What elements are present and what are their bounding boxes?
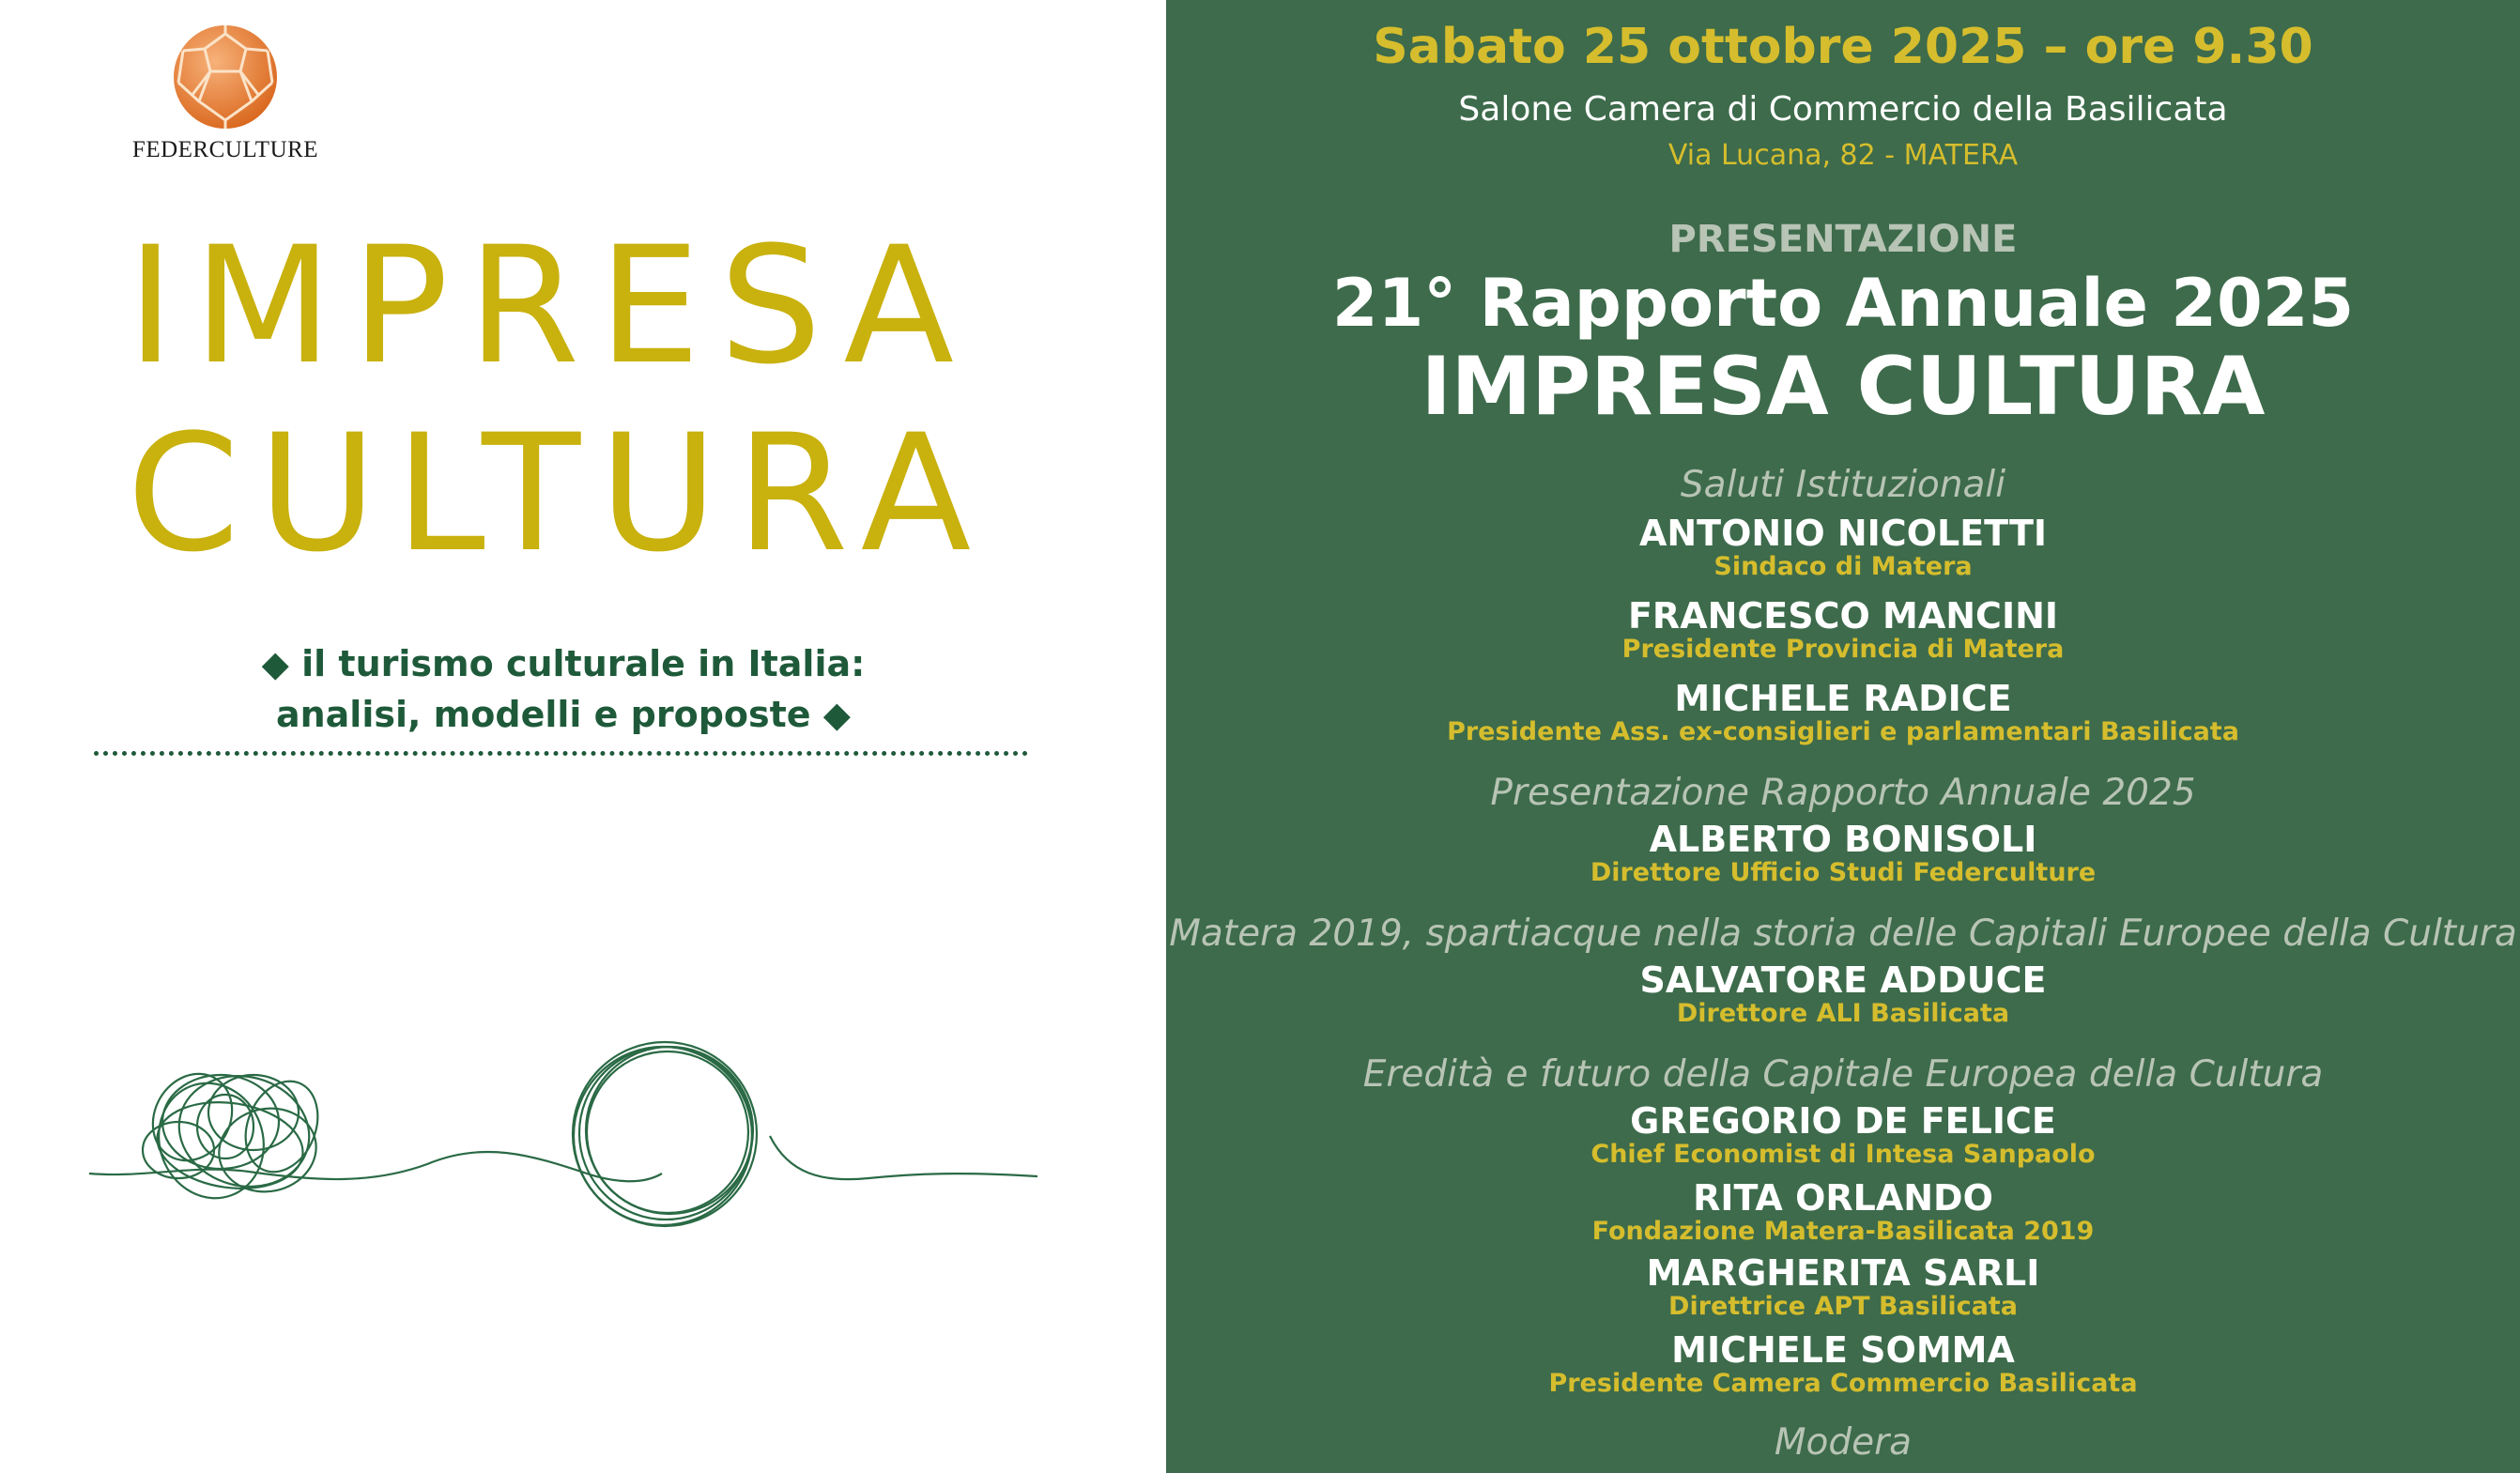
speaker-name: ANTONIO NICOLETTI xyxy=(1638,513,2048,554)
brand-name: FEDERCULTURE xyxy=(131,137,319,162)
event-address: Via Lucana, 82 - MATERA xyxy=(1667,139,2019,172)
speaker-name: FRANCESCO MANCINI xyxy=(1627,595,2059,637)
subtitle-line1: ◆ il turismo culturale in Italia: xyxy=(261,643,866,684)
subtitle-line2: analisi, modelli e proposte ◆ xyxy=(275,694,852,735)
presentation-kicker: PRESENTAZIONE xyxy=(1668,218,2018,261)
speaker-role: Direttore ALI Basilicata xyxy=(1676,999,2010,1028)
event-date: Sabato 25 ottobre 2025 – ore 9.30 xyxy=(1373,19,2313,75)
event-venue: Salone Camera di Commercio della Basilicata xyxy=(1458,90,2228,129)
cover-subtitle xyxy=(94,638,1033,740)
moderator-label: Modera xyxy=(1774,1421,1913,1464)
speaker-name: MICHELE RADICE xyxy=(1674,678,2012,719)
speaker-name: MARGHERITA SARLI xyxy=(1646,1252,2040,1294)
speaker-role: Presidente Provincia di Matera xyxy=(1621,635,2065,664)
speaker-name: MICHELE SOMMA xyxy=(1671,1329,2015,1371)
section-eredita-title: Eredità e futuro della Capitale Europea della Cultura xyxy=(1362,1053,2324,1096)
tangled-thread-illustration xyxy=(89,1023,1037,1239)
speaker-name: SALVATORE ADDUCE xyxy=(1639,959,2047,1001)
speaker-role: Chief Economist di Intesa Sanpaolo xyxy=(1590,1140,2096,1169)
speaker-role: Sindaco di Matera xyxy=(1713,552,1973,581)
federculture-logo xyxy=(131,23,319,163)
section-saluti-title: Saluti Istituzionali xyxy=(1680,464,2006,506)
speaker-role: Direttrice APT Basilicata xyxy=(1668,1292,2018,1321)
speaker-name: RITA ORLANDO xyxy=(1693,1177,1993,1219)
report-title: 21° Rapporto Annuale 2025 xyxy=(1331,265,2355,342)
section-matera-title: Matera 2019, spartiacque nella storia delle Capitali Europee della Cultura xyxy=(1169,913,2517,955)
geodesic-dome-icon xyxy=(171,23,280,131)
program-panel xyxy=(1166,0,2520,1473)
section-presentazione-title: Presentazione Rapporto Annuale 2025 xyxy=(1490,772,2196,814)
speaker-role: Direttore Ufficio Studi Federculture xyxy=(1590,858,2097,887)
cover-panel xyxy=(0,0,1166,1473)
speaker-role: Fondazione Matera-Basilicata 2019 xyxy=(1591,1217,2095,1246)
speaker-name: GREGORIO DE FELICE xyxy=(1630,1100,2056,1142)
cover-title-line1: IMPRESA xyxy=(127,211,974,400)
speaker-role: Presidente Camera Commercio Basilicata xyxy=(1548,1369,2138,1398)
cover-title-line2: CULTURA xyxy=(127,399,991,588)
report-name: IMPRESA CULTURA xyxy=(1421,340,2266,434)
dotted-divider xyxy=(94,751,1028,756)
speaker-name: ALBERTO BONISOLI xyxy=(1649,819,2037,860)
speaker-role: Presidente Ass. ex-consiglieri e parlamentari Basilicata xyxy=(1447,717,2239,746)
